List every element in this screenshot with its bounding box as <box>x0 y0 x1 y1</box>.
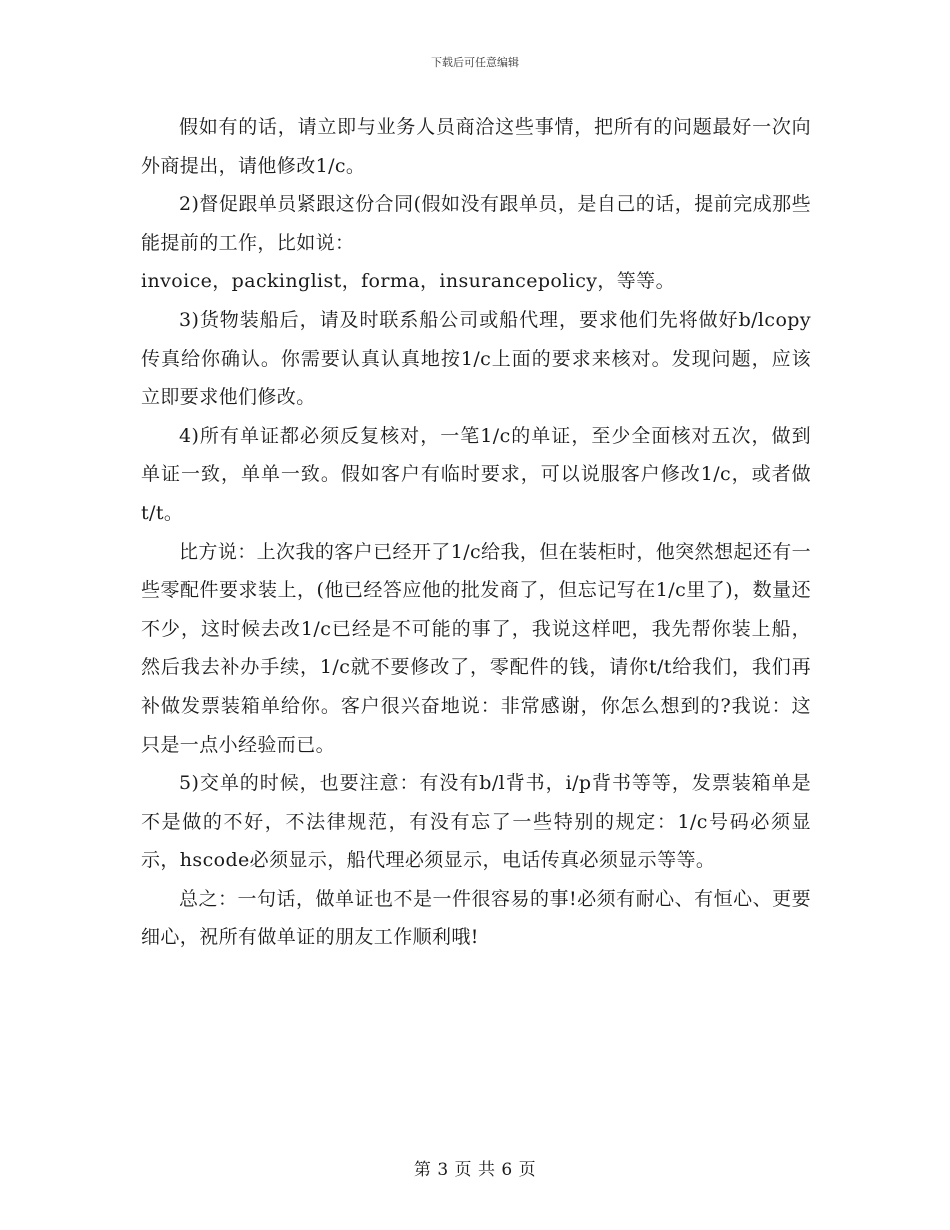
page-header-note: 下载后可任意编辑 <box>431 56 519 69</box>
paragraph-4: 3)货物装船后，请及时联系船公司或船代理，要求他们先将做好b/lcopy传真给你确认。你需要认真认真地按1/c上面的要求来核对。发现问题，应该立即要求他们修改。 <box>141 308 811 409</box>
paragraph-8: 总之：一句话，做单证也不是一件很容易的事!必须有耐心、有恒心、更要细心，祝所有做单证的朋友工作顺利哦! <box>141 887 811 949</box>
page-number-footer: 第 3 页 共 6 页 <box>413 1160 537 1180</box>
document-body <box>141 108 811 957</box>
paragraph-2: 2)督促跟单员紧跟这份合同(假如没有跟单员，是自己的话，提前完成那些能提前的工作，比如说： <box>141 193 811 254</box>
paragraph-5: 4)所有单证都必须反复核对，一笔1/c的单证，至少全面核对五次，做到单证一致，单单一致。假如客户有临时要求，可以说服客户修改1/c，或者做t/t。 <box>141 424 811 524</box>
paragraph-7: 5)交单的时候，也要注意：有没有b/l背书，i/p背书等等，发票装箱单是不是做的不好，不法律规范，有没有忘了一些特别的规定：1/c号码必须显示，hscode必须显示，船代理必须显示，电话传真必须显示等等。 <box>141 772 811 872</box>
paragraph-1: 假如有的话，请立即与业务人员商洽这些事情，把所有的问题最好一次向外商提出，请他修改1/c。 <box>141 116 811 177</box>
paragraph-3: invoice，packinglist，forma，insurancepolicy，等等。 <box>141 270 675 293</box>
paragraph-6: 比方说：上次我的客户已经开了1/c给我，但在装柜时，他突然想起还有一些零配件要求装上，(他已经答应他的批发商了，但忘记写在1/c里了)，数量还不少，这时候去改1/c已经是不可能的事了，我说这样吧，我先帮你装上船，然后我去补办手续，1/c就不要修改了，零配件的钱，请你t/t给我们，我们再补做发票装箱单给你。客户很兴奋地说：非常感谢，你怎么想到的?我说：这只是一点小经验而已。 <box>141 540 811 756</box>
